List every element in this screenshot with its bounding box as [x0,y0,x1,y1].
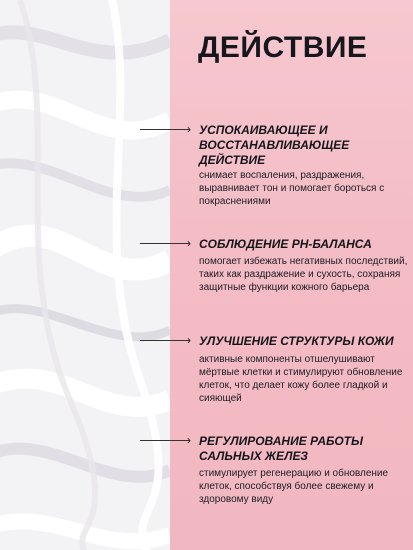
item-heading: УСПОКАИВАЮЩЕЕ И ВОССТАНАВЛИВАЮЩЕЕ ДЕЙСТВИЕ [199,123,350,167]
pointer-marker [140,433,200,447]
item-heading: РЕГУЛИРОВАНИЕ РАБОТЫ САЛЬНЫХ ЖЕЛЕЗ [199,434,363,463]
arrow-right-icon: › [187,433,191,447]
item-description: снимает воспаления, раздражения, выравнивает тон и помогает бороться с покраснениями [199,170,385,207]
pointer-marker [140,236,200,250]
page-title: ДЕЙСТВИЕ [198,31,368,64]
item-description: помогает избежать негативных последствий, таких как раздражение и сухость, сохраняя защитные функции кожного барьера [199,256,408,293]
arrow-right-icon: › [187,122,191,136]
pointer-marker [140,333,200,347]
item-heading: СОБЛЮДЕНИЕ PH-БАЛАНСА [199,237,372,251]
item-heading: УЛУЧШЕНИЕ СТРУКТУРЫ КОЖИ [199,334,394,348]
arrow-right-icon: › [187,236,191,250]
pointer-marker [140,122,200,136]
arrow-right-icon: › [187,333,191,347]
item-description: стимулирует регенерацию и обновление клеток, способствуя более свежему и здоровому виду [199,468,389,505]
cream-texture-image [0,0,170,550]
item-description: активные компоненты отшелушивают мёртвые клетки и стимулируют обновление клеток, что делает кожу более гладкой и сияющей [199,354,403,404]
